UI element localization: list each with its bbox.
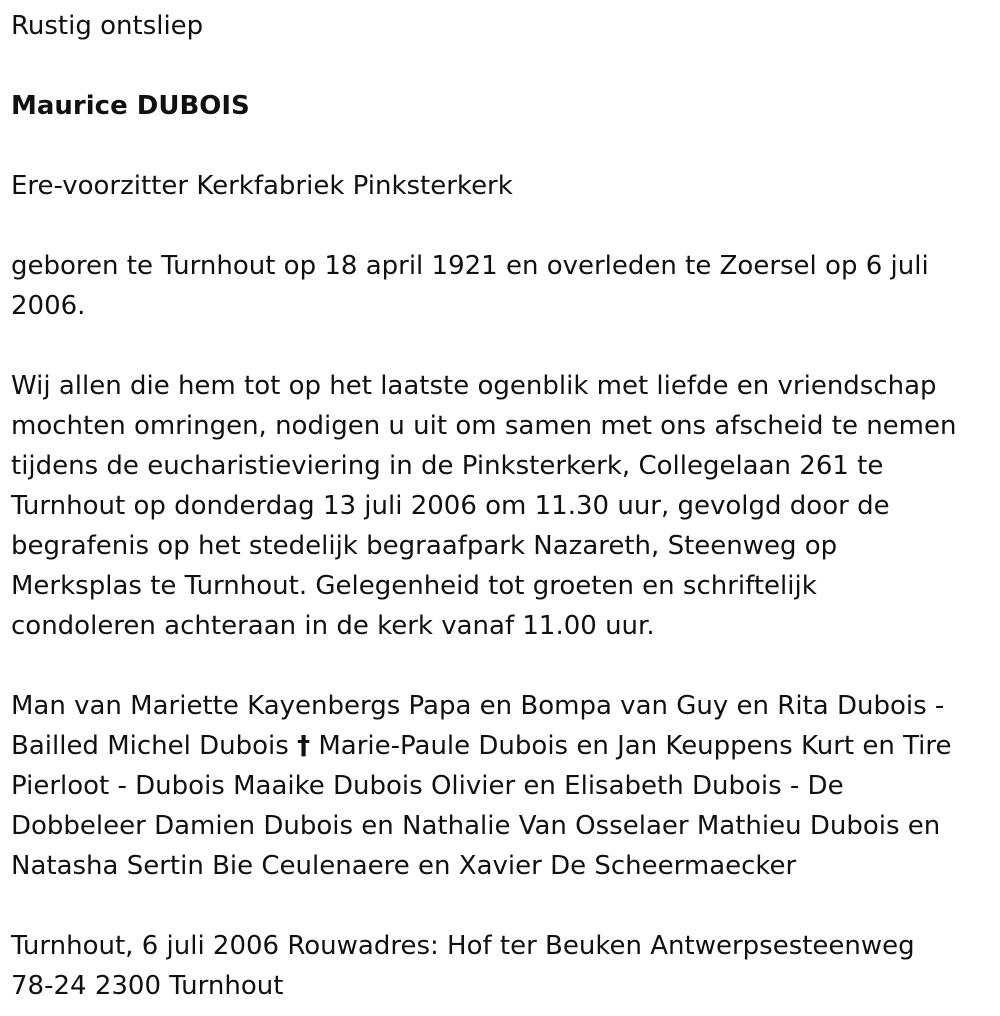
invitation-line: begrafenis op het stedelijk begraafpark Nazareth, Steenweg op	[11, 531, 838, 561]
cross-icon: †	[297, 731, 311, 761]
deceased-name: Maurice DUBOIS	[11, 91, 250, 121]
intro-text: Rustig ontsliep	[11, 11, 204, 41]
family-line: Natasha Sertin Bie Ceulenaere en Xavier De Scheermaecker	[11, 851, 797, 881]
spacer	[11, 326, 996, 366]
birth-death-line: 2006.	[11, 291, 86, 321]
spacer	[11, 646, 996, 686]
invitation-line: condoleren achteraan in de kerk vanaf 11.00 uur.	[11, 611, 655, 641]
invitation-line: tijdens de eucharistieviering in de Pinksterkerk, Collegelaan 261 te	[11, 451, 884, 481]
address-line: 78-24 2300 Turnhout	[11, 971, 284, 1001]
family-line: Man van Mariette Kayenbergs Papa en Bompa van Guy en Rita Dubois -	[11, 691, 945, 721]
obituary-notice	[11, 6, 996, 1006]
spacer	[11, 126, 996, 166]
invitation-line: Turnhout op donderdag 13 juli 2006 om 11.30 uur, gevolgd door de	[11, 491, 890, 521]
spacer	[11, 46, 996, 86]
family-line: Dobbeleer Damien Dubois en Nathalie Van Osselaer Mathieu Dubois en	[11, 811, 941, 841]
spacer	[11, 206, 996, 246]
invitation-line: Merksplas te Turnhout. Gelegenheid tot groeten en schriftelijk	[11, 571, 817, 601]
family-text: Bailled Michel Dubois	[11, 731, 298, 761]
invitation-line: mochten omringen, nodigen u uit om samen met ons afscheid te nemen	[11, 411, 957, 441]
family-text: Marie-Paule Dubois en Jan Keuppens Kurt en Tire	[310, 731, 952, 761]
invitation-line: Wij allen die hem tot op het laatste ogenblik met liefde en vriendschap	[11, 371, 937, 401]
family-line	[11, 726, 996, 766]
spacer	[11, 886, 996, 926]
address-line: Turnhout, 6 juli 2006 Rouwadres: Hof ter Beuken Antwerpsesteenweg	[11, 931, 915, 961]
honorary-title: Ere-voorzitter Kerkfabriek Pinksterkerk	[11, 171, 513, 201]
family-line: Pierloot - Dubois Maaike Dubois Olivier en Elisabeth Dubois - De	[11, 771, 844, 801]
birth-death-line: geboren te Turnhout op 18 april 1921 en overleden te Zoersel op 6 juli	[11, 251, 929, 281]
